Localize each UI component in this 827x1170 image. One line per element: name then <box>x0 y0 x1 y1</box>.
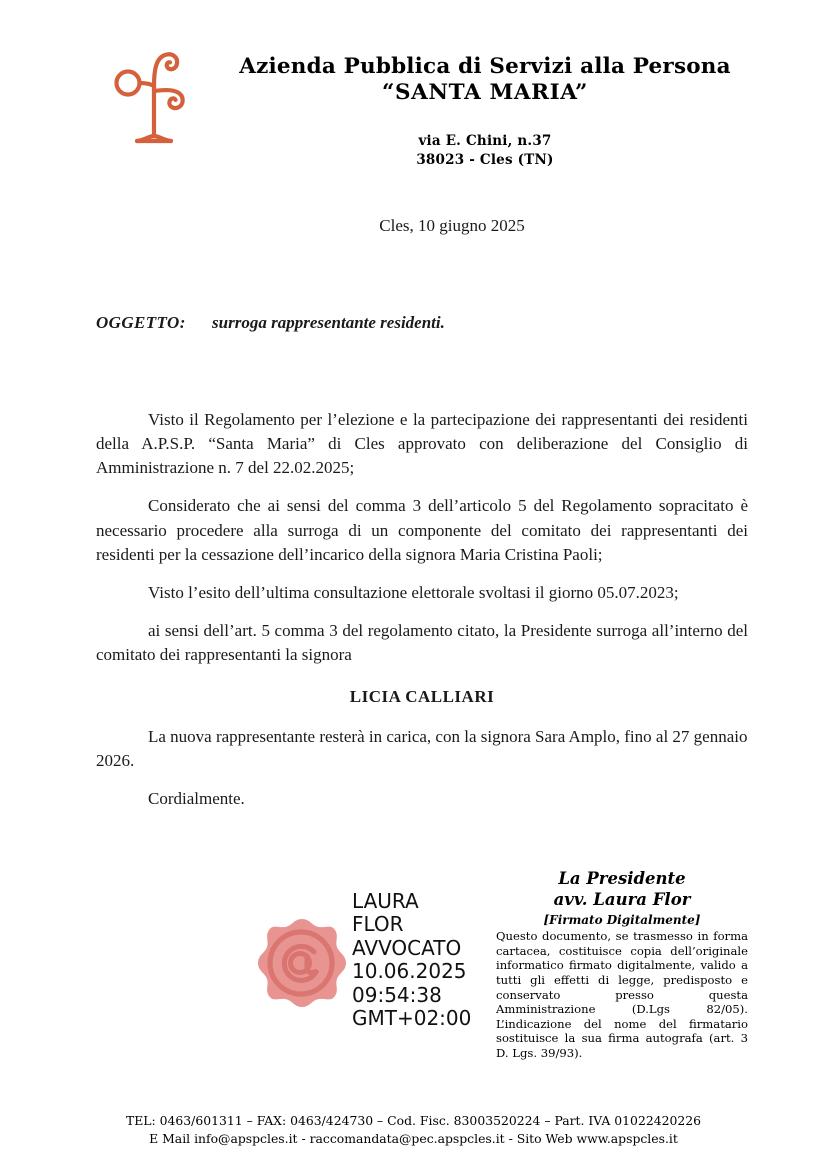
address-city: 38023 - Cles (TN) <box>416 152 554 169</box>
body-paragraph: Visto l’esito dell’ultima consultazione elettorale svoltasi il giorno 05.07.2023; <box>148 582 679 602</box>
body-paragraph: Visto il Regolamento per l’elezione e la partecipazione dei rappresentanti dei residenti della A.P.S.P. “Santa Maria” di Cles approvato con deliberazione del Consiglio di Amministrazione n. 7 del 22.02.2025; <box>96 410 748 478</box>
digital-stamp-text <box>352 890 471 1030</box>
nominee-name: LICIA CALLIARI <box>349 687 495 707</box>
digital-signature-stamp <box>254 890 492 1030</box>
organization-name-line1: Azienda Pubblica di Servizi alla Persona <box>239 54 731 79</box>
organization-block <box>220 54 750 170</box>
closing-paragraph: La nuova rappresentante resterà in carica, con la signora Sara Amplo, fino al 27 gennaio 2026. <box>96 727 748 771</box>
subject-value: surroga rappresentante residenti. <box>212 313 445 332</box>
organization-address <box>220 132 750 169</box>
legal-disclaimer: Questo documento, se trasmesso in forma cartacea, costituisce copia dell’originale informatico firmato digitalmente, valido a tutti gli effetti di legge, predisposto e conservato presso questa Amministrazione (D.Lgs 82/05). L’indicazione del nome del firmatario sostituisce la sua firma autografa (art. 3 D. Lgs. 39/93). <box>496 929 748 1060</box>
body-paragraph: ai sensi dell’art. 5 comma 3 del regolamento citato, la Presidente surroga all’interno del comitato dei rappresentanti la signora <box>96 620 748 664</box>
stamp-line-3: AVVOCATO <box>352 935 462 960</box>
signature-area <box>96 868 748 1068</box>
body-text <box>96 408 748 826</box>
digitally-signed-note: [Firmato Digitalmente] <box>543 913 701 928</box>
date-line <box>96 216 748 236</box>
signer-role-line1: La Presidente <box>558 869 686 888</box>
organization-name-line2: “SANTA MARIA” <box>382 80 588 106</box>
signer-block <box>496 868 748 1061</box>
page-footer <box>0 1112 827 1147</box>
stamp-line-1: LAURA <box>352 889 419 913</box>
footer-web: E Mail info@apspcles.it - raccomandata@pec.apspcles.it - Sito Web www.apspcles.it <box>149 1130 678 1146</box>
stylized-tree-logo-icon <box>104 44 204 149</box>
valediction: Cordialmente. <box>148 789 245 809</box>
body-paragraph: Considerato che ai sensi del comma 3 dell’articolo 5 del Regolamento sopracitato è necessario procedere alla surroga di un componente del comitato dei rappresentanti dei residenti per la cessazione dell’incarico della signora Maria Cristina Paoli; <box>96 496 748 564</box>
stamp-line-4: 10.06.2025 <box>352 959 467 984</box>
stamp-line-2: FLOR <box>352 912 404 937</box>
wax-seal-at-symbol-icon <box>254 916 350 1012</box>
date-text: Cles, 10 giugno 2025 <box>379 216 525 235</box>
address-street: via E. Chini, n.37 <box>418 133 552 150</box>
subject-row <box>96 313 748 333</box>
subject-label: OGGETTO: <box>96 313 186 332</box>
stamp-line-5: 09:54:38 <box>352 982 442 1007</box>
signer-role-line2: avv. Laura Flor <box>553 890 691 910</box>
stamp-line-6: GMT+02:00 <box>352 1005 472 1030</box>
footer-contacts: TEL: 0463/601311 – FAX: 0463/424730 – Cod. Fisc. 83003520224 – Part. IVA 01022420226 <box>125 1113 702 1128</box>
